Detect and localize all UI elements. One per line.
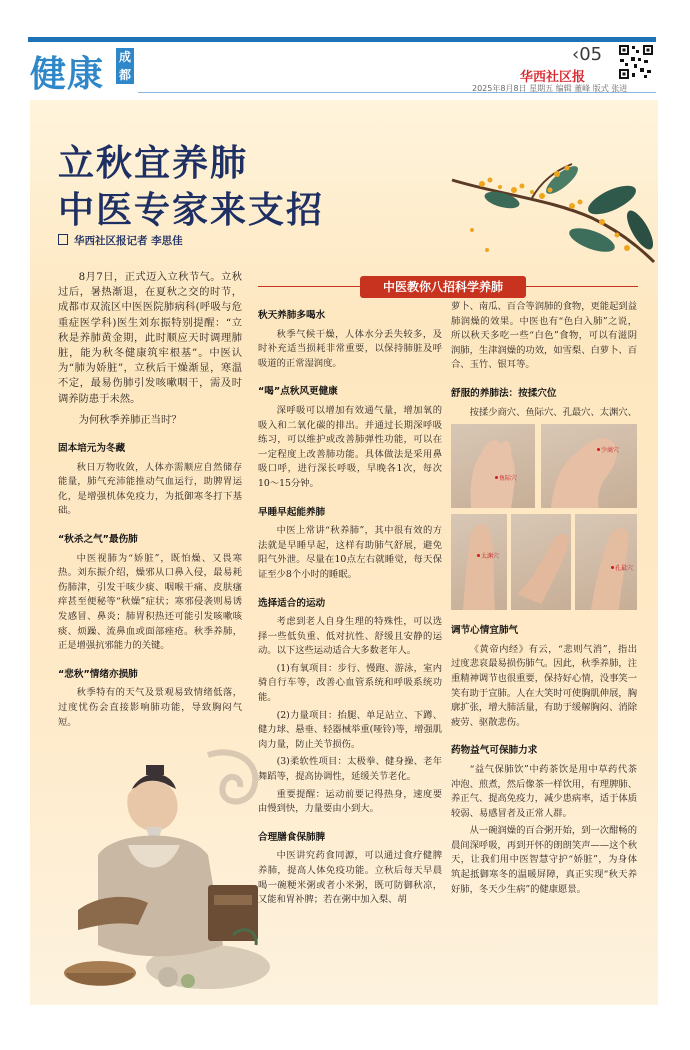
tip-paragraph-continued: 萝卜、南瓜、百合等润肺的食物，更能起到益肺润燥的效果。中医也有“色白入肺”之说，所以秋天多吃一些“白色”食物，可以有滋阴润肺，生津润燥的功效，如雪梨、白萝卜、百合、玉竹、银耳等。: [451, 301, 637, 371]
forearm-icon: [511, 514, 571, 610]
acupoint-label: 太渊穴: [481, 553, 500, 561]
tip-heading: 早睡早起能养肺: [258, 506, 326, 518]
tip-paragraph: 从一碗润燥的百合粥开始，到一次酣畅的晨间深呼吸，再到开怀的朗朗笑声——这个秋天，让我们用中医智慧守护“娇脏”，为身体筑起抵御寒冬的温暖屏障，真正实现“秋天养好肺，冬天少生病”的健康愿景。: [451, 825, 637, 895]
box-title: 中医教你八招科学养肺: [360, 276, 526, 298]
headline-line-1: 立秋宜养肺: [58, 143, 249, 184]
tip-heading: “喝”点秋风更健康: [258, 386, 338, 398]
acupoint-photo-hand-1: [451, 424, 535, 508]
acupoint-photo-grid: [451, 424, 637, 610]
byline: [58, 233, 183, 248]
acupoint-label: 鱼际穴: [499, 475, 518, 483]
thumb-icon: [541, 424, 637, 508]
acupoint-label: 孔最穴: [615, 565, 634, 573]
page-number: ‹05: [572, 44, 603, 65]
lead-paragraph: 8月7日，正式迈入立秋节气。立秋过后，暑热渐退，在夏秋之交的时节，成都市双流区中医医院肺病科(呼吸与危重症医学科)医生刘东振特别提醒：“立秋是养肺黄金期，此时顺应天时调理肺脏，能为秋冬健康筑牢根基”。中医认为“肺为娇脏”，立秋后干燥渐显，寒温不定，最易伤肺引发咳嗽咽干，需及时调养防患于未然。: [58, 271, 242, 405]
tip-heading: 秋天养肺多喝水: [258, 310, 326, 321]
acupoint-photo-hand-2: [541, 424, 637, 508]
tip-paragraph: 《黄帝内经》有云，“悲则气消”，指出过度悲哀最易损伤肺气。因此，秋季养肺，注重精神调节也很重要，保持好心情，没事笑一笑有助于宣肺。人在大笑时可使胸肌伸展，胸廓扩张，增大肺活量，有助于缓解胸闷、消除疲劳、驱散悲伤。: [451, 643, 637, 728]
section-heading: “悲秋”情绪亦损肺: [58, 668, 138, 680]
section-paragraph: 秋季特有的天气及景观易致情绪低落，过度忧伤会直接影响肺功能，导致胸闷气短。: [58, 687, 242, 728]
acupoint-photo-arm-2: [511, 514, 571, 610]
byline-marker-icon: [58, 234, 68, 245]
osmanthus-branch-decoration: [442, 140, 662, 270]
tip-paragraph: (2)力量项目：抬腿、单足站立、下蹲、健力球、悬垂、轻器械举重(哑铃)等，增强肌肉力量，防止关节损伤。: [258, 709, 442, 750]
newspaper-brand: 华西社区报: [520, 70, 586, 85]
tip-paragraph: 按揉少商穴、鱼际穴、孔最穴、太渊穴、: [469, 406, 637, 418]
tcm-doctor-illustration: [58, 735, 273, 1000]
lead-question: 为何秋季养肺正当时？: [78, 413, 182, 426]
page-number-value: 05: [579, 44, 603, 65]
section-title: 健康: [30, 54, 105, 95]
tip-paragraph: 中医讲究药食同源，可以通过食疗健脾养肺，提高人体免疫功能。立秋后每天早晨喝一碗粳米粥或者小米粥，既可防御秋凉，又能和胃补脾；若在粥中加入梨、胡: [258, 850, 442, 906]
acupoint-photo-arm-3: [575, 514, 637, 610]
article-column-1: [58, 270, 242, 730]
section-heading: 固本培元为冬藏: [58, 443, 126, 455]
lead-block: [58, 270, 242, 428]
acupoint-label: 少商穴: [601, 447, 620, 455]
byline-text: 华西社区报记者 李思佳: [74, 235, 183, 247]
tip-heading: 合理膳食保肺脾: [258, 831, 326, 843]
tip-heading: 选择适合的运动: [258, 597, 326, 609]
tip-paragraph: 考虑到老人自身生理的特殊性，可以选择一些低负重、低对抗性、舒缓且安静的运动。以下这些运动适合大多数老年人。: [258, 616, 442, 657]
box-rule-right: [526, 286, 638, 287]
tip-heading: 药物益气可保肺力求: [451, 745, 538, 757]
tip-paragraph: 中医上常讲“秋养肺”，其中很有效的方法就是早睡早起，这样有助肺气舒展，避免阳气外泄。尽量在10点左右就睡觉，每天保证至少8个小时的睡眠。: [258, 525, 442, 580]
section-paragraph: 秋日万物收敛，人体亦需顺应自然储存能量，肺气充沛能推动气血运行，助脾胃运化，是增强机体免疫力，为抵御寒冬打下基础。: [58, 461, 242, 517]
acupoint-photo-arm-1: [451, 514, 507, 610]
palm-hand-icon: [451, 424, 535, 508]
section-heading: “秋杀之气”最伤肺: [58, 534, 138, 545]
tip-paragraph: (1)有氧项目：步行、慢跑、游泳，室内骑自行车等，改善心血管系统和呼吸系统功能。: [258, 662, 442, 704]
section-city-tag: 成都: [116, 48, 134, 84]
tip-heading: 舒服的养肺法：按揉穴位: [451, 387, 557, 399]
article-column-3: [451, 300, 637, 897]
tip-paragraph: “益气保肺饮”中药茶饮是用中草药代茶冲泡、煎煮，然后像茶一样饮用，有理脾肺、养正气、提高免疫力，减少患病率，适于体质较弱、易感冒者及正常人群。: [451, 763, 637, 819]
article-column-2: [258, 300, 442, 908]
header-rule: [28, 37, 656, 42]
tip-heading: 调节心情宜肺气: [451, 625, 519, 637]
box-rule-left: [258, 286, 360, 287]
tip-paragraph: 秋季气候干燥，人体水分丢失较多，及时补充适当损耗非常重要，以保持肺脏及呼吸道的正常湿润度。: [258, 328, 442, 369]
tip-paragraph: 深呼吸可以增加有效通气量，增加氧的吸入和二氧化碳的排出。并通过长期深呼吸练习，可以维护或改善肺弹性功能，可以在一定程度上改善肺功能。具体做法是采用鼻吸口呼，进行深长呼吸，早晚各1次，每次10～15分钟。: [258, 404, 442, 489]
qr-code-icon: [618, 44, 654, 80]
issue-date-line: 2025年8月8日 星期五 编辑 董峰 版式 张进: [472, 84, 628, 93]
headline-line-2: 中医专家来支招: [58, 190, 325, 231]
tip-paragraph: (3)柔软性项目：太极拳、健身操、老年舞蹈等，提高协调性，延缓关节老化。: [258, 756, 442, 783]
section-paragraph: 中医视肺为“娇脏”，既怕燥、又畏寒热。刘东振介绍，燥邪从口鼻入侵，最易耗伤肺津，引发干咳少痰、咽喉干痛、皮肤瘙痒甚至便秘等“秋燥”症状；寒邪侵袭则易诱发感冒、鼻炎；肺胃积热还可能引发咳嗽咳痰、烦躁、流鼻血或面部痤疮。秋季养肺，正是增强抗邪能力的关键。: [58, 552, 242, 652]
tip-paragraph: 重要提醒：运动前要记得热身，速度要由慢到快，力量要由小到大。: [258, 788, 442, 815]
